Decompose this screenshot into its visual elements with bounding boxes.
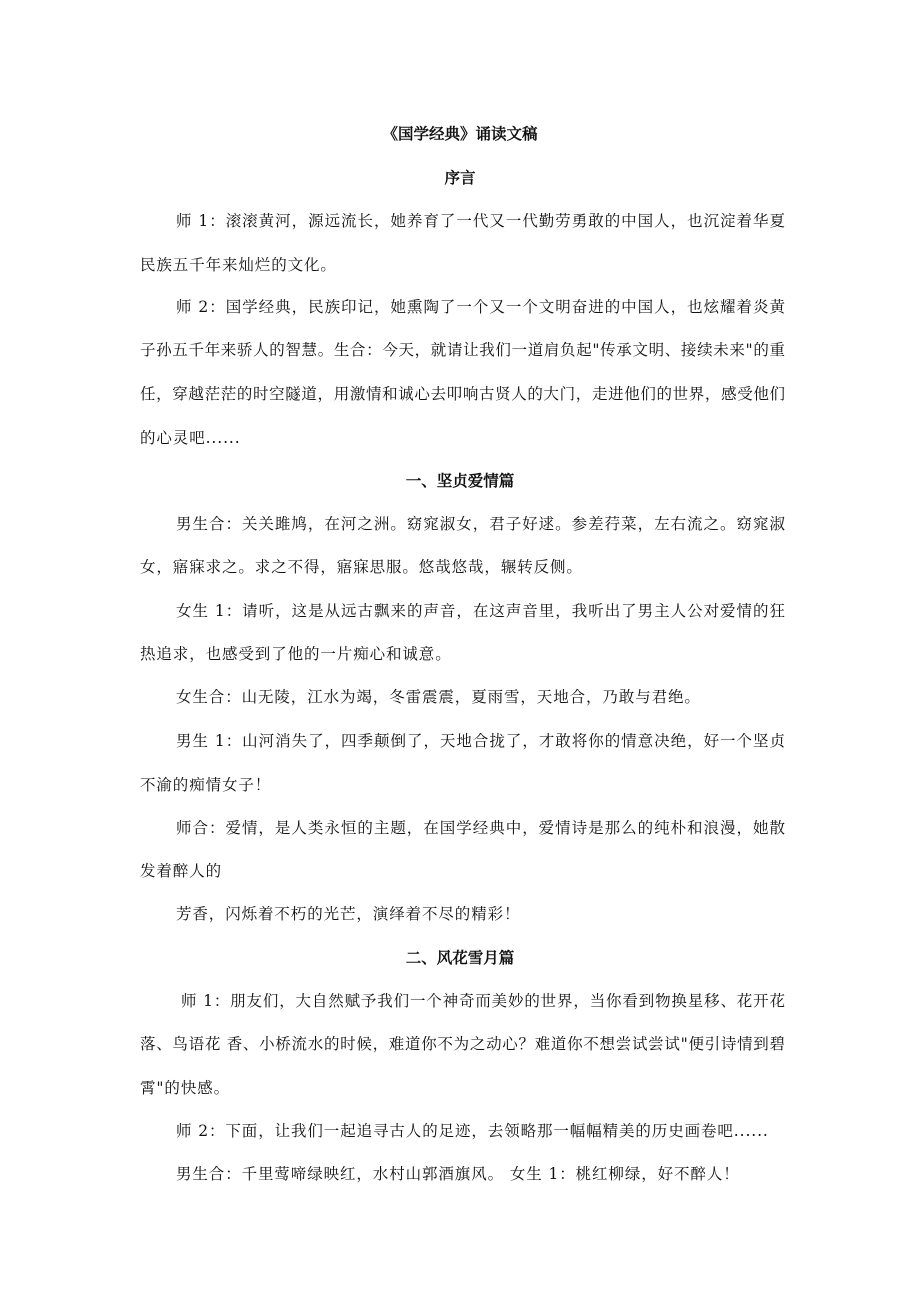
paragraph-line: 女生合：山无陵，江水为竭，冬雷震震，夏雨雪，天地合，乃敢与君绝。 <box>176 688 701 706</box>
paragraph-line: 芳香，闪烁着不朽的光芒，演绎着不尽的精彩！ <box>176 905 521 923</box>
paragraph-line: 师 2：国学经典，民族印记，她熏陶了一个又一个文明奋进的中国人，也炫耀着炎黄 <box>176 298 785 316</box>
paragraph-line: 民族五千年来灿烂的文化。 <box>140 256 337 274</box>
paragraph-line: 师 1：滚滚黄河，源远流长，她养育了一代又一代勤劳勇敢的中国人，也沉淀着华夏 <box>176 212 785 230</box>
paragraph-line: 落、鸟语花 香、小桥流水的时候，难道你不为之动心？难道你不想尝试尝试"便引诗情到碧 <box>140 1035 785 1053</box>
paragraph-line: 发着醉人的 <box>140 862 223 880</box>
section-heading-preface: 序言 <box>444 169 476 187</box>
document-title: 《国学经典》诵读文稿 <box>382 125 538 143</box>
paragraph-line: 霄"的快感。 <box>140 1079 231 1097</box>
paragraph-line: 男生合：千里莺啼绿映红，水村山郭酒旗风。 女生 1：桃红柳绿，好不醉人！ <box>176 1165 740 1183</box>
paragraph-line: 师合：爱情，是人类永恒的主题，在国学经典中，爱情诗是那么的纯朴和浪漫，她散 <box>176 819 785 837</box>
paragraph-line: 师 1：朋友们，大自然赋予我们一个神奇而美妙的世界，当你看到物换星移、花开花 <box>181 992 785 1010</box>
paragraph-line: 男生 1：山河消失了，四季颠倒了，天地合拢了，才敢将你的情意决绝，好一个坚贞 <box>176 732 785 750</box>
paragraph-line: 不渝的痴情女子！ <box>140 776 272 794</box>
paragraph-line: 子孙五千年来骄人的智慧。生合：今天，就请让我们一道肩负起"传承文明、接续未来"的重 <box>140 341 785 359</box>
paragraph-line: 男生合：关关雎鸠，在河之洲。窈窕淑女，君子好逑。参差荇菜，左右流之。窈窕淑 <box>176 515 785 533</box>
paragraph-line: 的心灵吧...... <box>140 429 241 447</box>
paragraph-line: 女生 1：请听，这是从远古飘来的声音，在这声音里，我听出了男主人公对爱情的狂 <box>176 602 785 620</box>
section-heading-love: 一、坚贞爱情篇 <box>405 472 515 490</box>
paragraph-line: 师 2：下面，让我们一起追寻古人的足迹，去领略那一幅幅精美的历史画卷吧...... <box>176 1122 769 1140</box>
paragraph-line: 热追求，也感受到了他的一片痴心和诚意。 <box>140 645 452 663</box>
paragraph-line: 女，寤寐求之。求之不得，寤寐思服。悠哉悠哉，辗转反侧。 <box>140 558 583 576</box>
section-heading-scenery: 二、风花雪月篇 <box>405 949 515 967</box>
paragraph-line: 任，穿越茫茫的时空隧道，用激情和诚心去叩响古贤人的大门，走进他们的世界，感受他们 <box>140 385 785 403</box>
